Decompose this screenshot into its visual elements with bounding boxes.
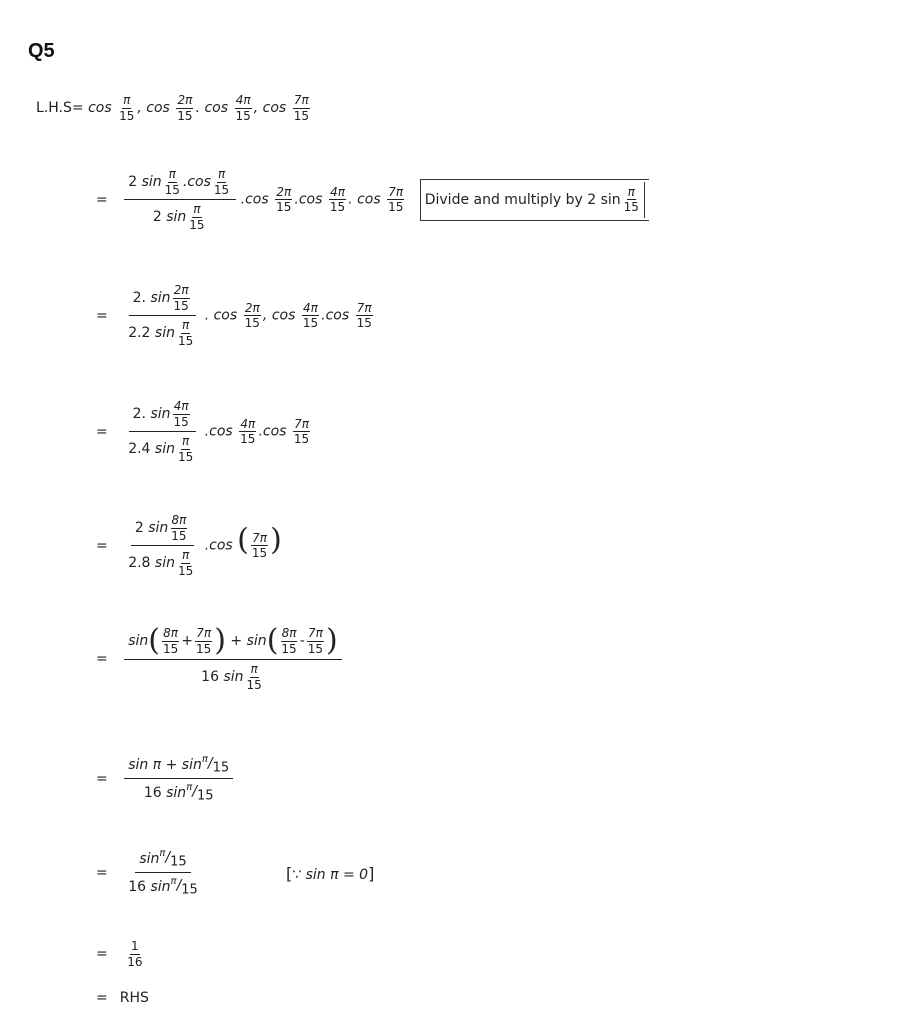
cos-2: cos [146,100,170,117]
big-fraction: sin ( $\frac{8\pi}{15}$ + $\frac{7\pi}{15}$ ) + sin ( $\frac{8\pi}{15}$ - $\frac{7\pi}{15}$ ) 16 sin $\frac{\pi}{15}$ [124,626,342,691]
cos-4: cos [204,100,229,117]
question-number: Q5 [28,40,55,62]
note-box: Divide and multiply by 2 sin $\frac{\pi}{15}$ [420,179,649,221]
step-8: = $\frac{1}{16}$ [96,939,143,969]
because-note: [∵ sin π = 0] [286,864,375,883]
cos-1: cos [88,100,112,117]
lhs-line: L.H.S= cos $\frac{\pi}{15}$ , cos $\frac{2\pi}{15}$ . cos $\frac{4\pi}{15}$ , cos $\frac{7\pi}{15}$ [36,93,309,123]
fraction: $\frac{7\pi}{15}$ [293,93,309,123]
fraction: $\frac{2\pi}{15}$ [177,93,193,123]
rhs-label: RHS [119,990,149,1006]
step-5: = sin ( $\frac{8\pi}{15}$ + $\frac{7\pi}{15}$ ) + sin ( $\frac{8\pi}{15}$ - $\frac{7\pi}{15}$ ) 16 sin $\frac{\pi}{15}$ [96,626,342,691]
step-6: = sin π + sin $^\pi/_{15}$ 16 sin $^\pi/_{15}$ [96,754,233,804]
fraction: $\frac{4\pi}{15}$ [235,93,251,123]
big-fraction: 2 sin $\frac{\pi}{15}$ . cos $\frac{\pi}{15}$ 2 sin $\frac{\pi}{15}$ [124,168,236,231]
step-3: = 2. sin $\frac{4\pi}{15}$ 2.4 sin $\frac{\pi}{15}$ .cos $\frac{4\pi}{15}$ .cos $\frac{7\pi}{15}$ [96,399,310,464]
big-fraction: 2. sin $\frac{4\pi}{15}$ 2.4 sin $\frac{\pi}{15}$ [124,400,200,463]
big-fraction: 2. sin $\frac{2\pi}{15}$ 2.2 sin $\frac{\pi}{15}$ [124,284,200,347]
step-2: = 2. sin $\frac{2\pi}{15}$ 2.2 sin $\frac{\pi}{15}$ . cos $\frac{2\pi}{15}$ , cos $\frac{4\pi}{15}$ .cos $\frac{7\pi}{15}$ [96,283,372,348]
step-7: = sin $^\pi/_{15}$ 16 sin $^\pi/_{15}$ [96,848,202,898]
step-4: = 2 sin $\frac{8\pi}{15}$ 2.8 sin $\frac{\pi}{15}$ .cos ( $\frac{7\pi}{15}$ ) [96,513,282,578]
final-line: = RHS [96,990,149,1006]
big-fraction: sin $^\pi/_{15}$ 16 sin $^\pi/_{15}$ [128,848,198,898]
big-fraction: sin π + sin $^\pi/_{15}$ 16 sin $^\pi/_{15}$ [124,754,233,804]
cos-7: cos [262,100,287,117]
equals-sign: = [96,191,108,208]
lhs-label: L.H.S= [36,100,84,117]
fraction: $\frac{\pi}{15}$ [119,93,135,123]
step-1: = 2 sin $\frac{\pi}{15}$ . cos $\frac{\pi}{15}$ 2 sin $\frac{\pi}{15}$ .cos $\frac{2\pi}{15}$ .cos $\frac{4\pi}{15}$ . cos $\frac{7\pi}{15}$ Divide and multiply by 2 sin $\frac{\pi}{15}$ [96,168,649,231]
big-fraction: 2 sin $\frac{8\pi}{15}$ 2.8 sin $\frac{\pi}{15}$ [128,513,194,578]
note-text: Divide and multiply by 2 sin [424,191,621,208]
